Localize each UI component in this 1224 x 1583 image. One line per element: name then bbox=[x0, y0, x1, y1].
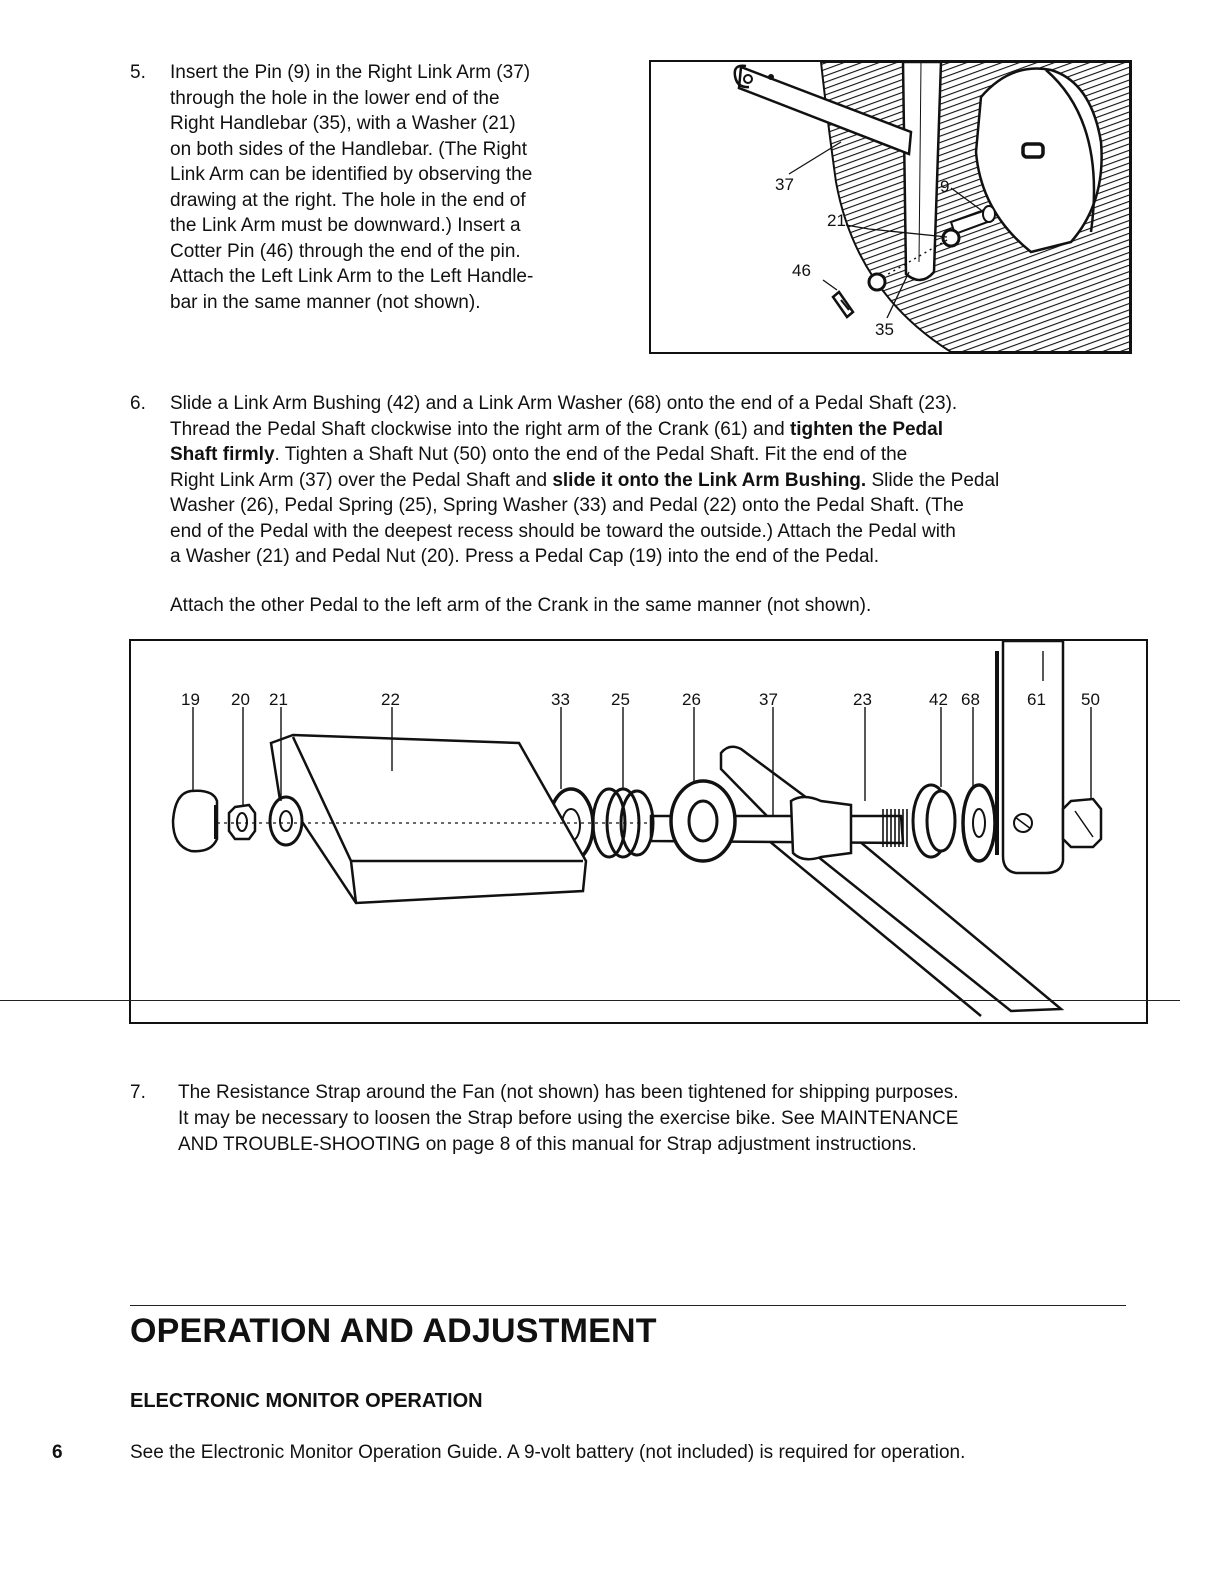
callout-46: 46 bbox=[792, 261, 811, 280]
label-23: 23 bbox=[853, 690, 872, 709]
bold-run: Shaft firmly bbox=[170, 444, 275, 465]
label-21: 21 bbox=[269, 690, 288, 709]
label-25: 25 bbox=[611, 690, 630, 709]
step-6-line bbox=[170, 442, 1180, 468]
text-run: . Tighten a Shaft Nut (50) onto the end of the Pedal Shaft. Fit the end of the bbox=[274, 444, 908, 465]
label-26: 26 bbox=[682, 690, 701, 709]
callout-35: 35 bbox=[875, 320, 894, 339]
step-5-line: bar in the same manner (not shown). bbox=[170, 291, 481, 313]
pedal-block bbox=[271, 735, 586, 903]
step-7-line: AND TROUBLE-SHOOTING on page 8 of this manual for Strap adjustment instructions. bbox=[178, 1134, 917, 1155]
step-7 bbox=[130, 1080, 1190, 1160]
section-rule bbox=[130, 1305, 1126, 1306]
step-5-line: on both sides of the Handlebar. (The Right bbox=[170, 138, 528, 160]
bold-run: slide it onto the Link Arm Bushing. bbox=[552, 469, 867, 491]
label-50: 50 bbox=[1081, 690, 1100, 709]
handlebar-figure bbox=[649, 60, 1132, 354]
handlebar-drawing bbox=[651, 62, 1130, 352]
step-5-text bbox=[170, 60, 533, 315]
section-title: OPERATION AND ADJUSTMENT bbox=[130, 1312, 657, 1350]
step-5-line: Attach the Left Link Arm to the Left Handle- bbox=[170, 266, 534, 287]
label-19: 19 bbox=[181, 690, 200, 709]
step-7-text bbox=[178, 1080, 1178, 1158]
shaft-nut bbox=[1063, 799, 1101, 847]
step-5 bbox=[130, 60, 630, 322]
step-5-line: Right Handlebar (35), with a Washer (21) bbox=[170, 113, 516, 134]
step-6-line: end of the Pedal with the deepest recess should be toward the outside.) Attach the Pedal with bbox=[170, 520, 956, 542]
label-22: 22 bbox=[381, 690, 400, 709]
step-5-line: the Link Arm must be downward.) Insert a bbox=[170, 215, 521, 236]
step-7-line: It may be necessary to loosen the Strap before using the exercise bike. See MAINTENANCE bbox=[178, 1108, 959, 1129]
step-5-line: Link Arm can be identified by observing the bbox=[170, 164, 533, 185]
pedal-exploded-figure bbox=[129, 639, 1148, 1024]
section-subtitle: ELECTRONIC MONITOR OPERATION bbox=[130, 1390, 483, 1412]
step-number: 7. bbox=[130, 1082, 146, 1103]
step-6 bbox=[130, 391, 1190, 631]
step-6-line: Slide a Link Arm Bushing (42) and a Link Arm Washer (68) onto the end of a Pedal Shaft (23). bbox=[170, 393, 958, 414]
callout-37: 37 bbox=[775, 175, 794, 194]
bold-run: tighten the Pedal bbox=[789, 418, 944, 440]
step-6-line: a Washer (21) and Pedal Nut (20). Press a Pedal Cap (19) into the end of the Pedal. bbox=[170, 546, 880, 567]
crank-arm bbox=[1003, 641, 1063, 873]
step-7-line: The Resistance Strap around the Fan (not shown) has been tightened for shipping purposes. bbox=[178, 1082, 959, 1103]
label-33: 33 bbox=[551, 690, 570, 709]
label-20: 20 bbox=[231, 690, 250, 709]
pedal-nut bbox=[229, 805, 255, 839]
text-run: Right Link Arm (37) over the Pedal Shaft and bbox=[170, 469, 553, 491]
figure-rule bbox=[0, 1000, 1180, 1001]
step-6-line bbox=[170, 468, 1180, 494]
cotter-pin bbox=[833, 292, 853, 317]
step-5-line: Cotter Pin (46) through the end of the pin. bbox=[170, 240, 521, 262]
knob bbox=[1023, 144, 1043, 157]
step-number: 6. bbox=[130, 393, 146, 414]
label-61: 61 bbox=[1027, 690, 1046, 709]
callout-9: 9 bbox=[940, 177, 950, 196]
text-run: Slide the Pedal bbox=[866, 469, 1000, 491]
step-6-text bbox=[170, 391, 1180, 618]
step-5-line: drawing at the right. The hole in the end of bbox=[170, 189, 526, 211]
page-number: 6 bbox=[52, 1442, 63, 1463]
step-6-line: Washer (26), Pedal Spring (25), Spring Washer (33) and Pedal (22) onto the Pedal Shaft. (The bbox=[170, 495, 964, 516]
pedal-cap bbox=[173, 791, 217, 852]
label-37: 37 bbox=[759, 690, 778, 709]
step-5-line: Insert the Pin (9) in the Right Link Arm (37) bbox=[170, 62, 531, 83]
text-run: Thread the Pedal Shaft clockwise into the right arm of the Crank (61) and bbox=[170, 418, 790, 440]
step-number: 5. bbox=[130, 62, 146, 83]
step-6-line bbox=[170, 417, 1180, 443]
washer bbox=[943, 230, 959, 246]
pedal-exploded-drawing bbox=[131, 641, 1146, 1022]
label-68: 68 bbox=[961, 690, 980, 709]
step-6-extra: Attach the other Pedal to the left arm of the Crank in the same manner (not shown). bbox=[170, 594, 872, 616]
section-text: See the Electronic Monitor Operation Guide. A 9-volt battery (not included) is required for operation. bbox=[130, 1442, 966, 1463]
label-42: 42 bbox=[929, 690, 948, 709]
callout-21: 21 bbox=[827, 211, 846, 230]
step-5-line: through the hole in the lower end of the bbox=[170, 87, 500, 109]
